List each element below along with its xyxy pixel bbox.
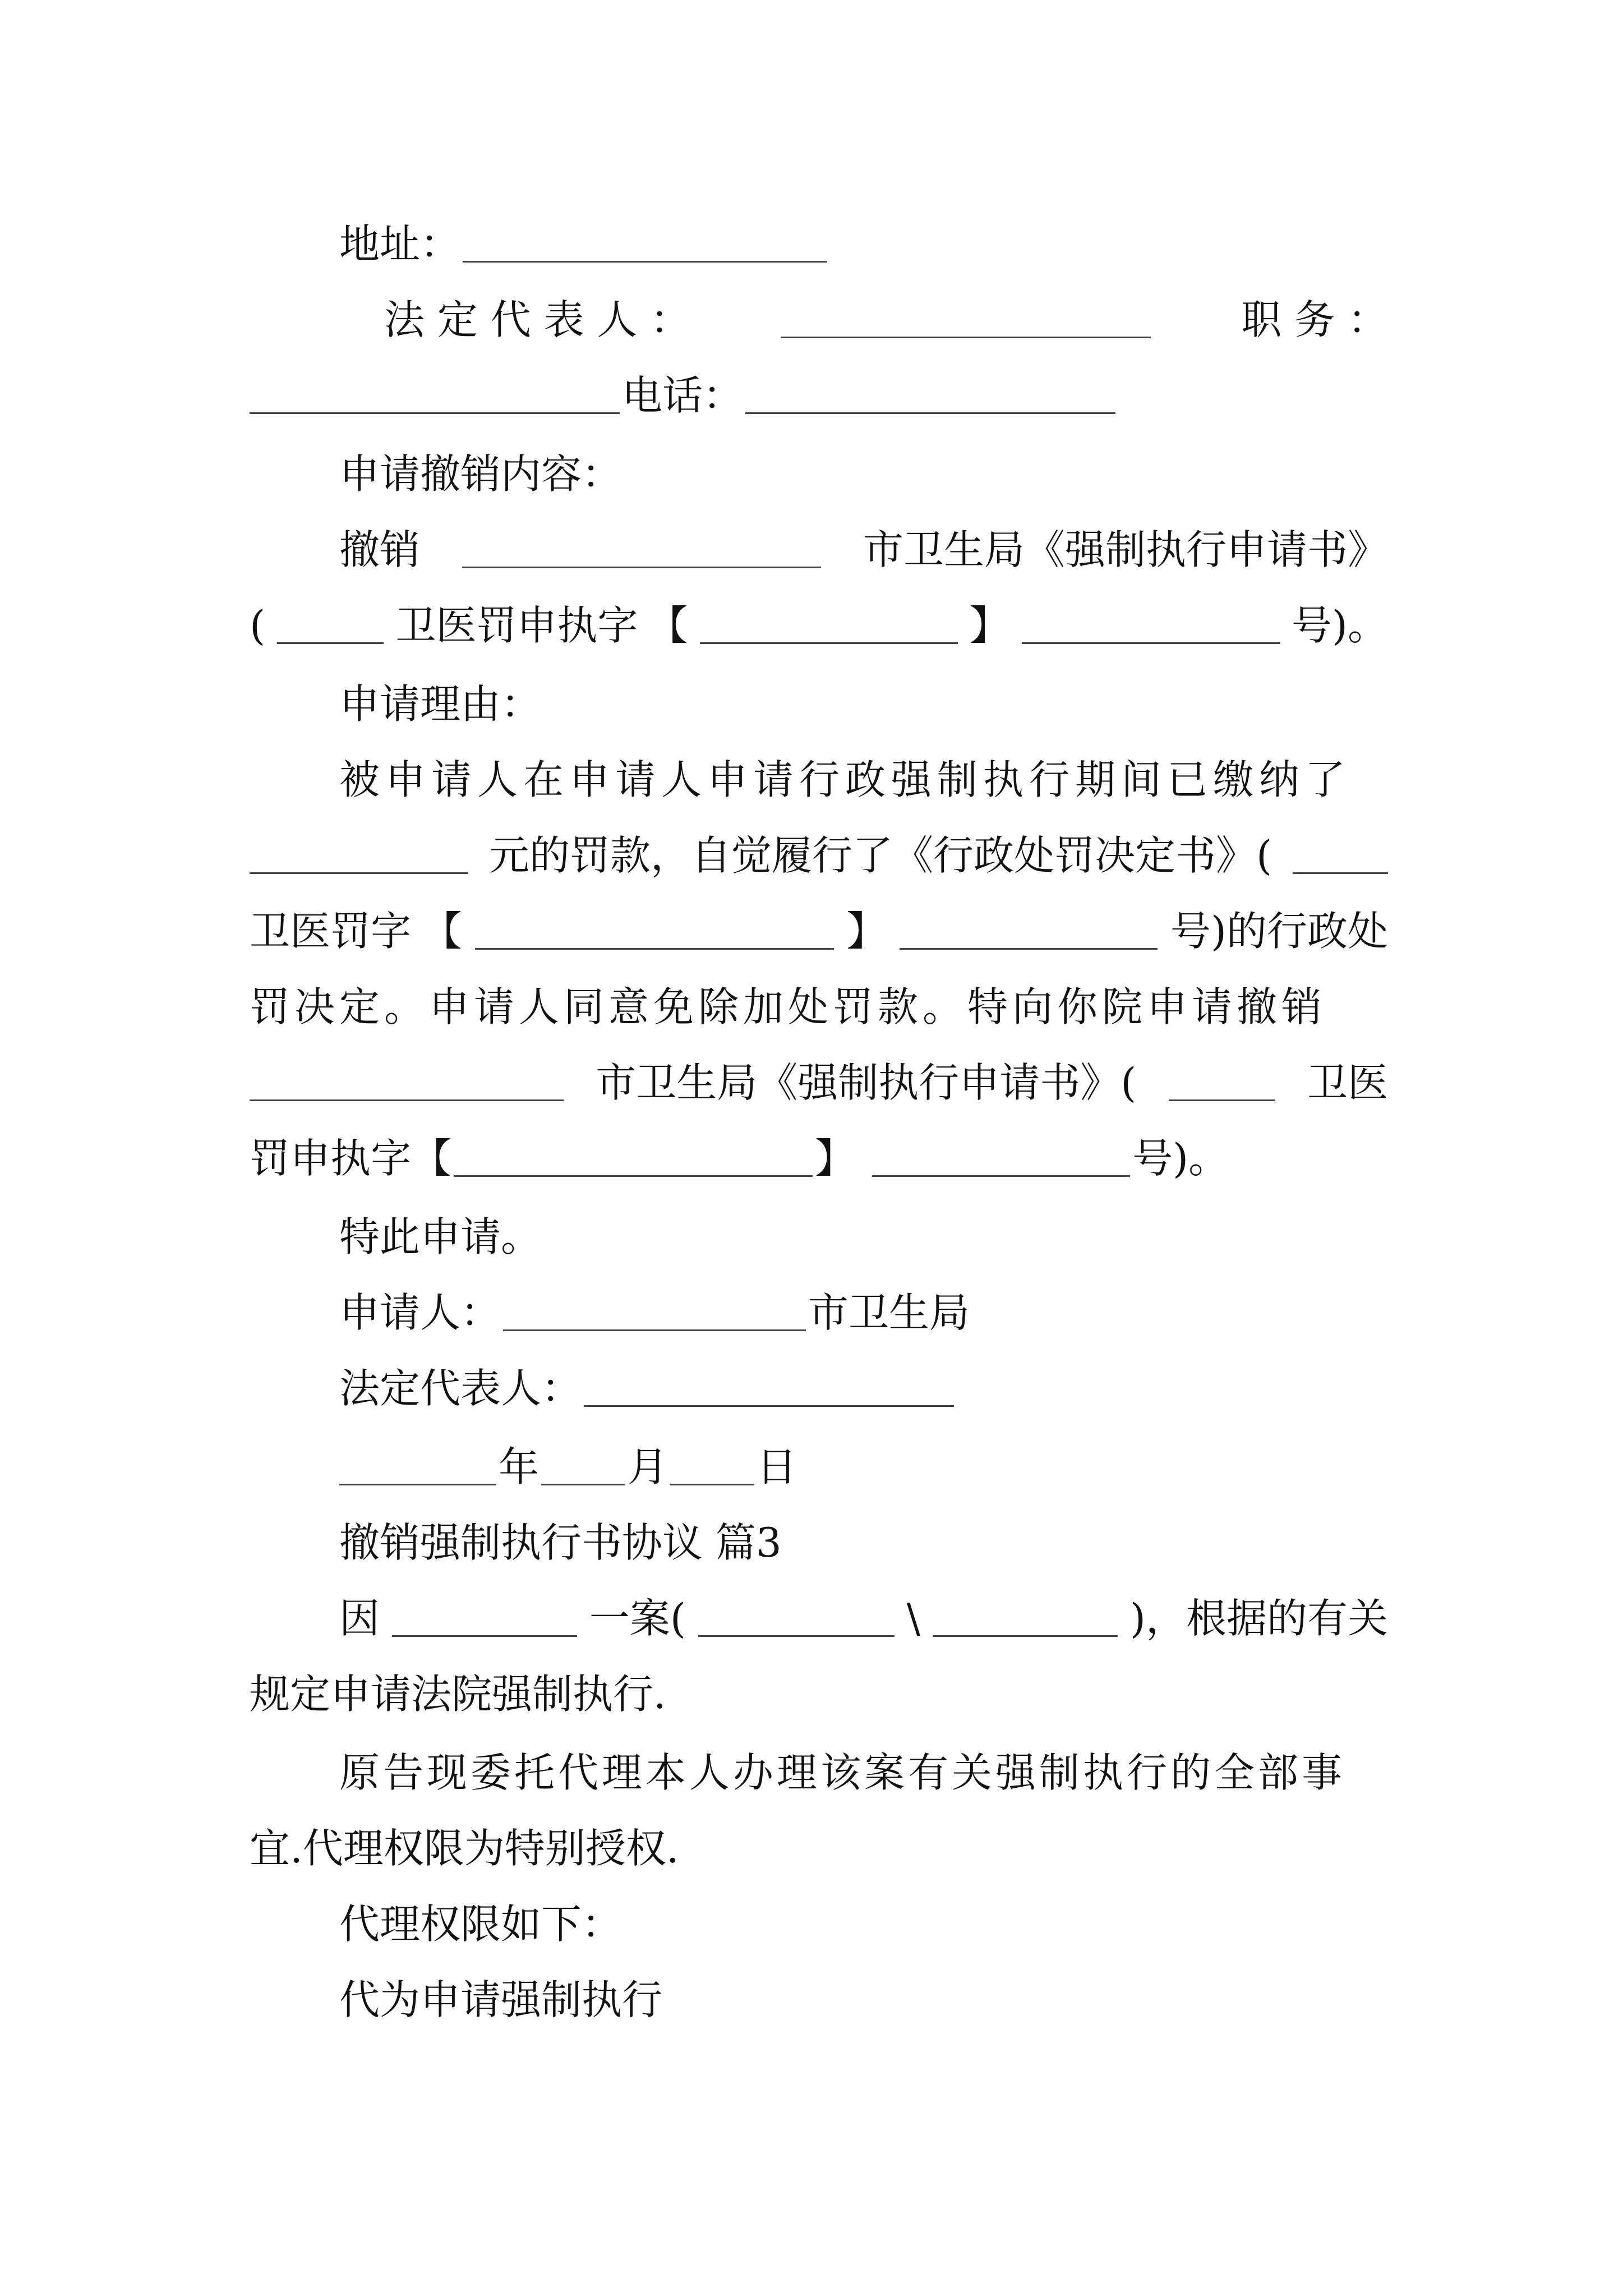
bracket-left-2: 【 [421, 908, 462, 955]
position-label: 职 务 ： [1241, 296, 1388, 343]
reason-line-2 [250, 822, 1388, 889]
reason-line-1: 被申请人在申请人申请行政强制执行期间已缴纳了 [339, 756, 1352, 803]
city-blank-2 [250, 1099, 564, 1101]
address-line [250, 210, 1388, 278]
legal-rep-label: 法 定 代 表 人 ： [384, 296, 691, 343]
request-year-blank [1169, 1099, 1275, 1101]
bracket-right: 】 [969, 602, 1010, 649]
year-blank [339, 1484, 496, 1485]
request-number-blank [872, 1175, 1130, 1177]
bracket-right-3: 】 [815, 1135, 856, 1182]
content-heading: 申请撤销内容： [339, 450, 623, 498]
applicant-blank [503, 1329, 806, 1331]
reason-6b: 号)。 [1132, 1135, 1229, 1182]
case-ref-blank-1 [698, 1635, 895, 1637]
case-ref-blank-2 [933, 1635, 1118, 1637]
decision-bracket-blank [475, 948, 834, 950]
reason-heading: 申请理由： [339, 680, 542, 728]
p3-b: 一案( [589, 1595, 686, 1642]
legal-rep-blank [781, 337, 1151, 338]
reason-line-6 [250, 1125, 1388, 1192]
phone-label: 电话： [622, 372, 744, 419]
closing-line: 特此申请。 [339, 1213, 542, 1260]
applicant-line [250, 1279, 1388, 1346]
phone-blank [745, 412, 1115, 414]
phone-line [250, 362, 1388, 429]
applicant-label: 申请人： [339, 1289, 501, 1336]
case-name-blank [392, 1635, 577, 1637]
p3-sep: \ [906, 1595, 921, 1642]
address-label: 地址： [339, 220, 461, 268]
p4-line-1: 原告现委托代理本人办理该案有关强制执行的全部事 [339, 1749, 1346, 1796]
reason-line-5 [250, 1049, 1388, 1116]
revoke-city-blank [462, 567, 821, 568]
year-label: 年 [499, 1443, 540, 1490]
legal-rep2-line [250, 1355, 1388, 1422]
reason-line-4: 罚决定。申请人同意免除加处罚款。特向你院申请撤销 [250, 983, 1327, 1030]
reason-5b: 卫医 [1307, 1059, 1388, 1106]
case-bracket-blank [700, 642, 958, 644]
p3-a: 因 [339, 1595, 380, 1642]
reason-2a: 元的罚款，自觉履行了《行政处罚决定书》( [488, 832, 1272, 879]
fine-amount-blank [250, 872, 468, 874]
revoke-doc: 市卫生局《强制执行申请书》 [863, 526, 1388, 573]
decision-year-blank [1293, 872, 1388, 874]
case-number-blank [1022, 642, 1280, 644]
bracket-left: 【 [647, 602, 688, 649]
case-number-line [250, 592, 1388, 659]
reason-5a: 市卫生局《强制执行申请书》( [596, 1059, 1137, 1106]
case-open: ( [250, 602, 266, 649]
legal-rep2-blank [584, 1405, 954, 1407]
revoke-line [250, 516, 1388, 583]
reason-3b: 号)的行政处 [1170, 908, 1388, 955]
decision-number-blank [900, 948, 1158, 950]
legal-rep2-label: 法定代表人： [339, 1365, 582, 1412]
p3-line-2: 规定申请法院强制执行. [250, 1671, 666, 1718]
section-title: 撤销强制执行书协议 篇3 [339, 1519, 782, 1566]
bracket-left-3: 【 [411, 1135, 452, 1182]
applicant-org: 市卫生局 [808, 1289, 970, 1336]
p3-c: )，根据的有关 [1129, 1595, 1388, 1642]
reason-6a: 罚申执字 [250, 1135, 412, 1182]
legal-rep-line [250, 286, 1388, 353]
p4-line-2: 宜.代理权限为特别授权. [250, 1825, 679, 1872]
reason-line-3 [250, 898, 1388, 965]
p5-line: 代理权限如下： [339, 1901, 623, 1948]
p6-line: 代为申请强制执行 [339, 1976, 663, 2023]
p3-line-1 [250, 1585, 1388, 1652]
address-blank [463, 261, 827, 263]
date-line [250, 1433, 1388, 1501]
revoke-pre: 撤销 [339, 526, 421, 573]
case-mid: 卫医罚申执字 [395, 602, 638, 649]
month-label: 月 [628, 1443, 668, 1490]
case-end: 号)。 [1291, 602, 1388, 649]
reason-3a: 卫医罚字 [250, 908, 412, 955]
bracket-right-2: 】 [846, 908, 887, 955]
position-blank [250, 412, 620, 414]
day-label: 日 [757, 1443, 797, 1490]
day-blank [670, 1484, 754, 1485]
case-year-blank [277, 642, 384, 644]
request-bracket-blank [454, 1175, 813, 1177]
month-blank [541, 1484, 625, 1485]
